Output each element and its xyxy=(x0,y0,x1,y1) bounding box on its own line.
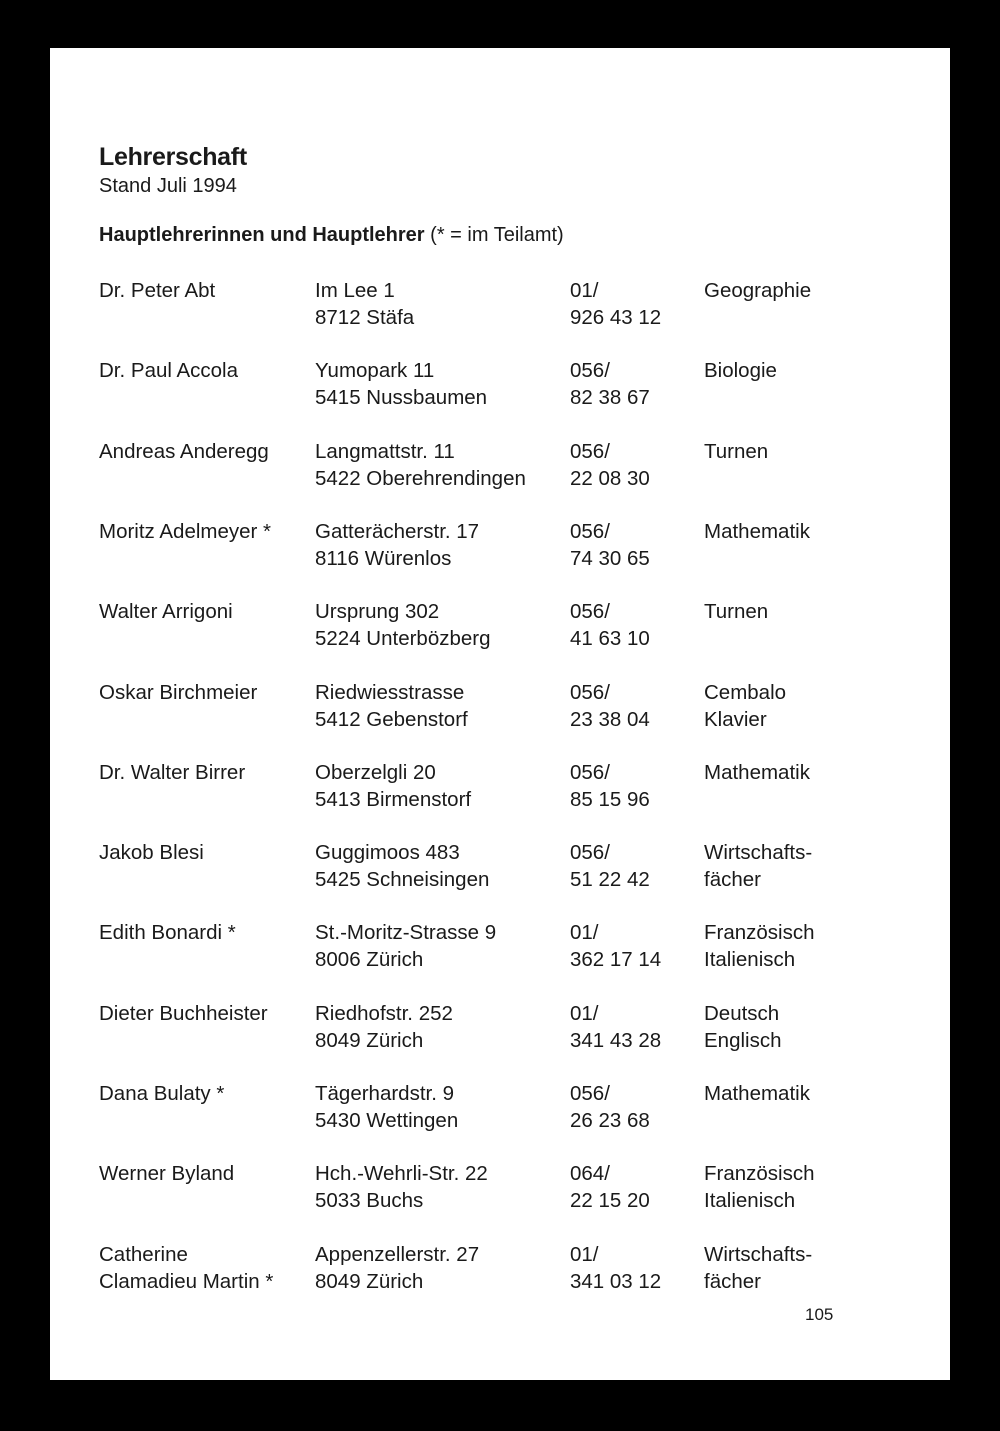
teacher-address xyxy=(315,357,560,411)
teacher-address xyxy=(315,1000,560,1054)
teacher-subjects xyxy=(704,679,904,733)
teacher-phone xyxy=(570,598,690,652)
teacher-phone-line: 064/ xyxy=(570,1162,610,1186)
teacher-address xyxy=(315,1241,560,1295)
teacher-address-line: 5430 Wettingen xyxy=(315,1109,459,1132)
teacher-phone-line: 341 43 28 xyxy=(570,1028,662,1052)
teacher-address xyxy=(315,1080,560,1134)
teacher-address xyxy=(315,919,560,973)
teacher-name-line: Walter Arrigoni xyxy=(99,600,233,624)
teacher-address-line: Im Lee 1 xyxy=(315,279,395,302)
teacher-subjects xyxy=(704,919,904,973)
section-heading-note: (* = im Teilamt) xyxy=(430,224,564,246)
teacher-subjects xyxy=(704,1241,904,1295)
teacher-address-line: 5033 Buchs xyxy=(315,1189,424,1213)
teacher-name xyxy=(99,1241,304,1295)
teacher-subjects-line: Mathematik xyxy=(704,760,810,784)
teacher-phone-line: 26 23 68 xyxy=(570,1109,650,1132)
page-number: 105 xyxy=(805,1305,834,1324)
teacher-phone-line: 926 43 12 xyxy=(570,306,662,329)
teacher-address-line: Tägerhardstr. 9 xyxy=(315,1082,455,1105)
teacher-phone xyxy=(570,277,690,331)
teacher-entry xyxy=(50,357,950,413)
teacher-name xyxy=(99,919,304,946)
teacher-name-line: Andreas Anderegg xyxy=(99,439,269,463)
teacher-address xyxy=(315,839,560,893)
teacher-name-line: Dr. Paul Accola xyxy=(99,359,239,383)
teacher-subjects xyxy=(704,357,904,384)
teacher-entry xyxy=(50,679,950,735)
teacher-address-line: 8006 Zürich xyxy=(315,948,424,972)
teacher-address-line: St.-Moritz-Strasse 9 xyxy=(315,921,497,945)
teacher-name-line: Jakob Blesi xyxy=(99,841,204,865)
teacher-phone-line: 01/ xyxy=(570,279,599,302)
teacher-subjects-line: Englisch xyxy=(704,1028,782,1052)
teacher-phone-line: 01/ xyxy=(570,921,599,945)
teacher-address-line: 5422 Oberehrendingen xyxy=(315,466,526,490)
teacher-entry xyxy=(50,277,950,333)
teacher-phone xyxy=(570,839,690,893)
teacher-subjects-line: Turnen xyxy=(704,600,769,624)
teacher-subjects-line: Französisch xyxy=(704,921,815,945)
teacher-address-line: Gatterächerstr. 17 xyxy=(315,519,480,543)
teacher-phone xyxy=(570,1080,690,1134)
document-page xyxy=(50,48,950,1380)
teacher-phone-line: 341 03 12 xyxy=(570,1269,662,1293)
teacher-entry xyxy=(50,1241,950,1297)
teacher-name xyxy=(99,277,304,304)
teacher-subjects xyxy=(704,759,904,786)
teacher-subjects-line: Französisch xyxy=(704,1162,815,1186)
teacher-entry xyxy=(50,518,950,574)
teacher-subjects-line: Wirtschafts- xyxy=(704,841,813,865)
teacher-subjects-line: fächer xyxy=(704,868,761,892)
teacher-subjects xyxy=(704,1080,904,1107)
teacher-address-line: 8116 Würenlos xyxy=(315,546,452,570)
teacher-subjects xyxy=(704,598,904,625)
teacher-address xyxy=(315,277,560,331)
teacher-name-line: Dieter Buchheister xyxy=(99,1001,268,1025)
teacher-subjects-line: Deutsch xyxy=(704,1001,780,1025)
teacher-phone xyxy=(570,518,690,572)
teacher-entry xyxy=(50,438,950,494)
teacher-entry xyxy=(50,759,950,815)
teacher-phone-line: 23 38 04 xyxy=(570,707,650,731)
teacher-entry xyxy=(50,839,950,895)
teacher-subjects-line: Italienisch xyxy=(704,1189,796,1213)
teacher-name xyxy=(99,1000,304,1027)
teacher-subjects-line: Cembalo xyxy=(704,680,787,704)
teacher-address-line: 5425 Schneisingen xyxy=(315,868,490,892)
teacher-subjects xyxy=(704,1160,904,1214)
teacher-address-line: Guggimoos 483 xyxy=(315,841,460,865)
teacher-phone-line: 056/ xyxy=(570,519,610,543)
teacher-phone-line: 22 08 30 xyxy=(570,466,650,490)
teacher-entry xyxy=(50,598,950,654)
teacher-subjects-line: Mathematik xyxy=(704,519,810,543)
teacher-address xyxy=(315,598,560,652)
teacher-phone-line: 056/ xyxy=(570,600,610,624)
teacher-address-line: Ursprung 302 xyxy=(315,600,440,624)
teacher-subjects-line: Biologie xyxy=(704,359,777,383)
teacher-subjects xyxy=(704,839,904,893)
teacher-address-line: Riedwiesstrasse xyxy=(315,680,465,704)
page-subtitle: Stand Juli 1994 xyxy=(99,175,237,197)
teacher-entry xyxy=(50,1080,950,1136)
teacher-subjects-line: Wirtschafts- xyxy=(704,1242,813,1266)
teacher-phone-line: 056/ xyxy=(570,439,610,463)
teacher-name-line: Clamadieu Martin * xyxy=(99,1269,274,1293)
teacher-phone-line: 056/ xyxy=(570,680,610,704)
teacher-subjects-line: Klavier xyxy=(704,707,767,731)
teacher-name-line: Dr. Peter Abt xyxy=(99,279,216,302)
teacher-address-line: Langmattstr. 11 xyxy=(315,439,455,463)
teacher-address-line: 5224 Unterbözberg xyxy=(315,627,491,651)
teacher-name-line: Dana Bulaty * xyxy=(99,1082,225,1105)
teacher-phone-line: 01/ xyxy=(570,1242,599,1266)
teacher-subjects xyxy=(704,438,904,465)
teacher-address-line: Riedhofstr. 252 xyxy=(315,1001,453,1025)
teacher-address-line: Yumopark 11 xyxy=(315,359,435,383)
teacher-entry xyxy=(50,1000,950,1056)
teacher-name xyxy=(99,518,304,545)
teacher-address-line: Oberzelgli 20 xyxy=(315,760,436,784)
teacher-phone xyxy=(570,1000,690,1054)
teacher-name xyxy=(99,438,304,465)
teacher-name xyxy=(99,1080,304,1107)
teacher-entry xyxy=(50,919,950,975)
page-title: Lehrerschaft xyxy=(99,143,247,171)
teacher-phone xyxy=(570,438,690,492)
teacher-phone-line: 01/ xyxy=(570,1001,599,1025)
teacher-name-line: Werner Byland xyxy=(99,1162,235,1186)
teacher-phone xyxy=(570,357,690,411)
teacher-phone-line: 41 63 10 xyxy=(570,627,650,651)
teacher-name-line: Dr. Walter Birrer xyxy=(99,760,246,784)
teacher-subjects-line: Geographie xyxy=(704,279,812,302)
teacher-phone-line: 74 30 65 xyxy=(570,546,650,570)
teacher-phone-line: 85 15 96 xyxy=(570,787,650,811)
teacher-address-line: 8049 Zürich xyxy=(315,1269,424,1293)
teacher-entry xyxy=(50,1160,950,1216)
teacher-phone xyxy=(570,1241,690,1295)
teacher-address xyxy=(315,518,560,572)
teacher-phone xyxy=(570,679,690,733)
teacher-subjects xyxy=(704,1000,904,1054)
teacher-name-line: Edith Bonardi * xyxy=(99,921,236,945)
teacher-address xyxy=(315,679,560,733)
teacher-subjects-line: Mathematik xyxy=(704,1082,810,1105)
teacher-subjects xyxy=(704,277,904,304)
teacher-phone xyxy=(570,759,690,813)
teacher-address-line: Appenzellerstr. 27 xyxy=(315,1242,480,1266)
teacher-address-line: 8712 Stäfa xyxy=(315,306,415,329)
teacher-name-line: Oskar Birchmeier xyxy=(99,680,258,704)
teacher-phone-line: 362 17 14 xyxy=(570,948,662,972)
teacher-phone-line: 82 38 67 xyxy=(570,386,650,410)
teacher-phone-line: 51 22 42 xyxy=(570,868,650,892)
teacher-name-line: Moritz Adelmeyer * xyxy=(99,519,272,543)
teacher-subjects xyxy=(704,518,904,545)
teacher-list xyxy=(50,48,950,1380)
teacher-phone-line: 22 15 20 xyxy=(570,1189,650,1213)
teacher-name-line: Catherine xyxy=(99,1242,188,1266)
teacher-phone-line: 056/ xyxy=(570,841,610,865)
teacher-phone-line: 056/ xyxy=(570,760,610,784)
teacher-name xyxy=(99,839,304,866)
teacher-address-line: Hch.-Wehrli-Str. 22 xyxy=(315,1162,488,1186)
teacher-name xyxy=(99,679,304,706)
teacher-address-line: 5412 Gebenstorf xyxy=(315,707,468,731)
teacher-name xyxy=(99,357,304,384)
teacher-address xyxy=(315,759,560,813)
teacher-address xyxy=(315,438,560,492)
teacher-subjects-line: Turnen xyxy=(704,439,769,463)
teacher-phone xyxy=(570,919,690,973)
teacher-address-line: 8049 Zürich xyxy=(315,1028,424,1052)
teacher-address-line: 5415 Nussbaumen xyxy=(315,386,488,410)
teacher-name xyxy=(99,759,304,786)
teacher-subjects-line: fächer xyxy=(704,1269,761,1293)
teacher-name xyxy=(99,598,304,625)
teacher-name xyxy=(99,1160,304,1187)
teacher-phone-line: 056/ xyxy=(570,359,610,383)
teacher-subjects-line: Italienisch xyxy=(704,948,796,972)
teacher-phone xyxy=(570,1160,690,1214)
teacher-address-line: 5413 Birmenstorf xyxy=(315,787,472,811)
teacher-phone-line: 056/ xyxy=(570,1082,610,1105)
section-heading-label: Hauptlehrerinnen und Hauptlehrer xyxy=(99,224,425,246)
teacher-address xyxy=(315,1160,560,1214)
